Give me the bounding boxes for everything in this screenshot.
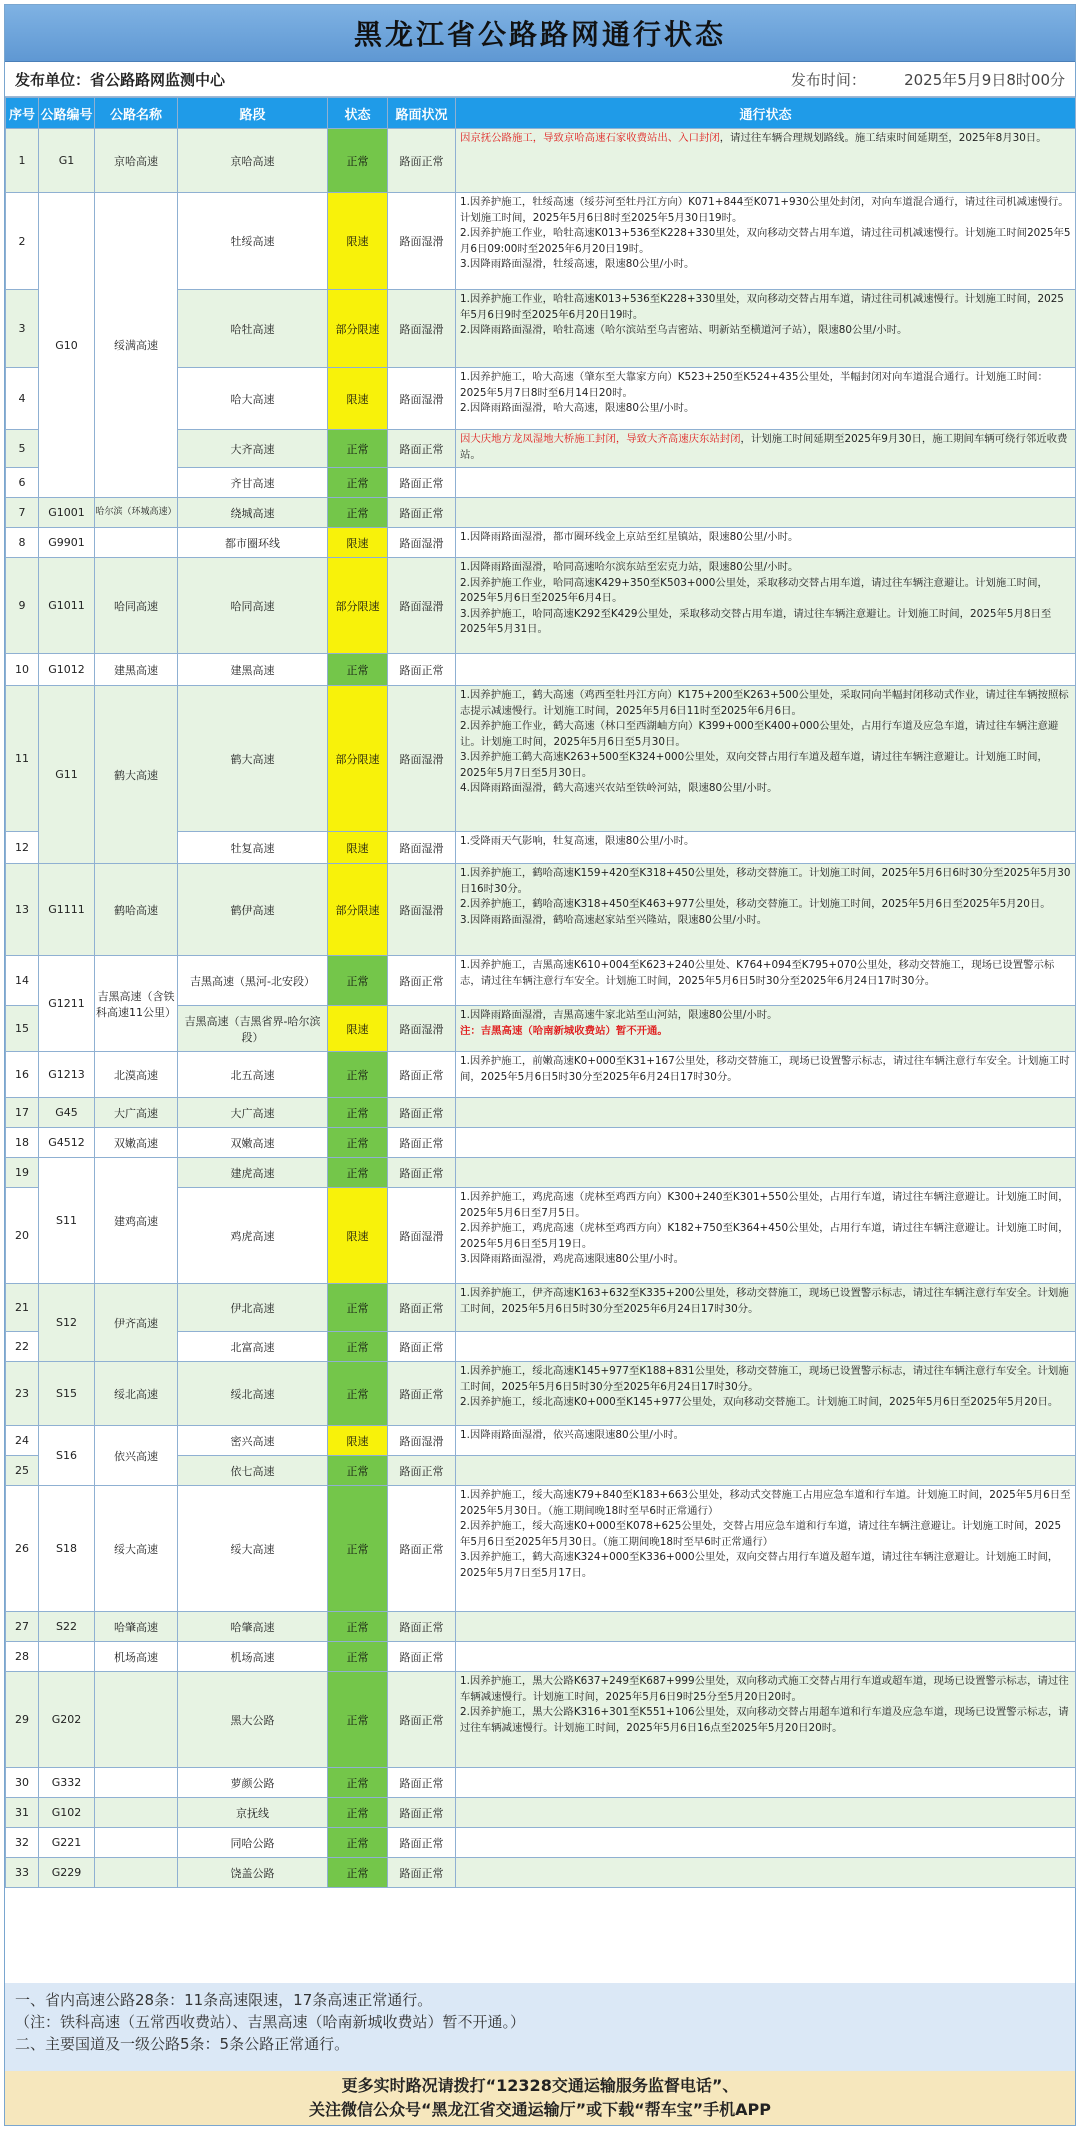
col-header: 状态 bbox=[328, 98, 388, 129]
cell-no: 26 bbox=[6, 1486, 39, 1612]
cell-status: 正常 bbox=[328, 1362, 388, 1426]
cell-detail bbox=[456, 498, 1076, 528]
summary-line: （注：铁科高速（五常西收费站）、吉黑高速（哈南新城收费站）暂不开通。） bbox=[15, 2013, 526, 2031]
cell-no: 17 bbox=[6, 1098, 39, 1128]
cell-name bbox=[95, 1768, 178, 1798]
cell-no: 1 bbox=[6, 129, 39, 193]
cell-name: 鹤哈高速 bbox=[95, 864, 178, 956]
cell-detail: 1.因养护施工，鹤大高速（鸡西至牡丹江方向）K175+200至K263+500公里处，采取同向半幅封闭移动式作业，请过往车辆按照标志提示减速慢行。计划施工时间，2025年5月6日11时至2025年6月6日。 2.因养护施工作业，鹤大高速（林口至西湖岫方向）K399+000至K400+000公里处，占用行车道及应急车道，请过往车辆注意避让。计划施工时间，2025年5月6日至5月30日。 3.因养护施工鹤大高速K263+500至K324+000公里处，双向交替占用行车道及超车道，请过往车辆注意避让。计划施工时间，2025年5月7日至5月30日。 4.因降雨路面湿滑，鹤大高速兴农站至铁岭河站，限速80公里/小时。 bbox=[456, 686, 1076, 832]
cell-segment: 吉黑高速（吉黑省界-哈尔滨段） bbox=[178, 1006, 328, 1052]
cell-code: G332 bbox=[39, 1768, 95, 1798]
cell-status: 正常 bbox=[328, 129, 388, 193]
col-header: 通行状态 bbox=[456, 98, 1076, 129]
cell-segment: 吉黑高速（黑河-北安段） bbox=[178, 956, 328, 1006]
contact-line: 关注微信公众号“黑龙江省交通运输厅”或下载“帮车宝”手机APP bbox=[309, 2100, 771, 2119]
cell-road: 路面正常 bbox=[388, 129, 456, 193]
cell-name: 建鸡高速 bbox=[95, 1158, 178, 1284]
cell-status: 正常 bbox=[328, 498, 388, 528]
cell-segment: 萝颜公路 bbox=[178, 1768, 328, 1798]
cell-no: 16 bbox=[6, 1052, 39, 1098]
cell-segment: 建虎高速 bbox=[178, 1158, 328, 1188]
cell-detail: 1.受降雨天气影响，牡复高速，限速80公里/小时。 bbox=[456, 832, 1076, 864]
cell-road: 路面正常 bbox=[388, 1672, 456, 1768]
cell-segment: 饶盖公路 bbox=[178, 1858, 328, 1888]
cell-no: 29 bbox=[6, 1672, 39, 1768]
cell-code: G45 bbox=[39, 1098, 95, 1128]
cell-code: G9901 bbox=[39, 528, 95, 558]
cell-no: 6 bbox=[6, 468, 39, 498]
table-row bbox=[6, 1052, 1076, 1098]
cell-detail: 1.因养护施工，吉黑高速K610+004至K623+240公里处、K764+094至K795+070公里处，移动交替施工，现场已设置警示标志，请过往车辆注意行车安全。计划施工时间，2025年5月6日5时30分至2025年6月24日17时30分。 bbox=[456, 956, 1076, 1006]
cell-segment: 鹤伊高速 bbox=[178, 864, 328, 956]
cell-road: 路面正常 bbox=[388, 1828, 456, 1858]
cell-road: 路面湿滑 bbox=[388, 368, 456, 430]
cell-segment: 大广高速 bbox=[178, 1098, 328, 1128]
contact-line: 更多实时路况请拨打“12328交通运输服务监督电话”、 bbox=[341, 2076, 739, 2095]
cell-no: 14 bbox=[6, 956, 39, 1006]
cell-no: 27 bbox=[6, 1612, 39, 1642]
cell-code: S11 bbox=[39, 1158, 95, 1284]
table-row bbox=[6, 1612, 1076, 1642]
cell-detail bbox=[456, 1456, 1076, 1486]
cell-code: G11 bbox=[39, 686, 95, 864]
table-row bbox=[6, 1362, 1076, 1426]
cell-status: 正常 bbox=[328, 1858, 388, 1888]
cell-detail bbox=[456, 1098, 1076, 1128]
cell-status: 正常 bbox=[328, 1486, 388, 1612]
cell-name bbox=[95, 1672, 178, 1768]
col-header: 路段 bbox=[178, 98, 328, 129]
cell-road: 路面湿滑 bbox=[388, 1006, 456, 1052]
cell-status: 正常 bbox=[328, 468, 388, 498]
cell-detail: 1.因养护施工，牡绥高速（绥芬河至牡丹江方向）K071+844至K071+930公里处封闭，对向车道混合通行，请过往司机减速慢行。计划施工时间，2025年5月6日8时至2025年5月30日19时。 2.因养护施工作业，哈牡高速K013+536至K228+330里处，双向移动交替占用车道，请过往司机减速慢行。计划施工时间2025年5月6日09:00时至2025年6月20日19时。 3.因降雨路面湿滑，牡绥高速，限速80公里/小时。 bbox=[456, 193, 1076, 290]
cell-no: 4 bbox=[6, 368, 39, 430]
cell-code: G10 bbox=[39, 193, 95, 498]
table-row bbox=[6, 654, 1076, 686]
cell-segment: 黑大公路 bbox=[178, 1672, 328, 1768]
table-row bbox=[6, 1284, 1076, 1332]
notice-text: ，请过往车辆合理规划路线。施工结束时间延期至，2025年8月30日。 bbox=[719, 132, 1047, 144]
cell-segment: 鹤大高速 bbox=[178, 686, 328, 832]
cell-name: 哈肇高速 bbox=[95, 1612, 178, 1642]
cell-road: 路面正常 bbox=[388, 1768, 456, 1798]
cell-road: 路面正常 bbox=[388, 1098, 456, 1128]
cell-detail bbox=[456, 1768, 1076, 1798]
cell-no: 33 bbox=[6, 1858, 39, 1888]
table-header bbox=[6, 98, 1076, 129]
cell-no: 21 bbox=[6, 1284, 39, 1332]
cell-no: 28 bbox=[6, 1642, 39, 1672]
cell-segment: 京哈高速 bbox=[178, 129, 328, 193]
cell-segment: 牡绥高速 bbox=[178, 193, 328, 290]
cell-road: 路面正常 bbox=[388, 1612, 456, 1642]
cell-no: 11 bbox=[6, 686, 39, 832]
publish-time-wrap bbox=[791, 69, 1065, 90]
page bbox=[4, 4, 1076, 2126]
cell-road: 路面正常 bbox=[388, 1362, 456, 1426]
cell-status: 限速 bbox=[328, 368, 388, 430]
cell-road: 路面正常 bbox=[388, 1456, 456, 1486]
cell-road: 路面正常 bbox=[388, 498, 456, 528]
cell-detail bbox=[456, 1798, 1076, 1828]
col-header: 序号 bbox=[6, 98, 39, 129]
cell-status: 正常 bbox=[328, 1332, 388, 1362]
cell-status: 部分限速 bbox=[328, 686, 388, 832]
cell-status: 正常 bbox=[328, 956, 388, 1006]
cell-name: 北漠高速 bbox=[95, 1052, 178, 1098]
cell-no: 22 bbox=[6, 1332, 39, 1362]
notice-text: 1.因降雨路面湿滑，吉黑高速牛家北站至山河站，限速80公里/小时。 bbox=[460, 1009, 778, 1021]
traffic-table bbox=[5, 97, 1076, 1888]
cell-status: 正常 bbox=[328, 1672, 388, 1768]
table-row bbox=[6, 1098, 1076, 1128]
cell-code: G202 bbox=[39, 1672, 95, 1768]
cell-road: 路面湿滑 bbox=[388, 193, 456, 290]
cell-segment: 哈同高速 bbox=[178, 558, 328, 654]
cell-no: 32 bbox=[6, 1828, 39, 1858]
cell-status: 部分限速 bbox=[328, 864, 388, 956]
cell-name: 双嫩高速 bbox=[95, 1128, 178, 1158]
cell-detail: 1.因养护施工，鹤哈高速K159+420至K318+450公里处，移动交替施工。计划施工时间，2025年5月6日6时30分至2025年5月30日16时30分。 2.因养护施工，鹤哈高速K318+450至K463+977公里处，移动交替施工。计划施工时间，2025年5月6日至2025年5月20日。 3.因降雨路面湿滑，鹤哈高速赵家站至兴隆站，限速80公里/小时。 bbox=[456, 864, 1076, 956]
cell-status: 限速 bbox=[328, 1006, 388, 1052]
cell-status: 限速 bbox=[328, 528, 388, 558]
table-row bbox=[6, 686, 1076, 832]
cell-name: 绥满高速 bbox=[95, 193, 178, 498]
cell-no: 5 bbox=[6, 430, 39, 468]
publish-bar bbox=[5, 62, 1075, 97]
cell-segment: 哈大高速 bbox=[178, 368, 328, 430]
cell-segment: 牡复高速 bbox=[178, 832, 328, 864]
cell-name: 绥北高速 bbox=[95, 1362, 178, 1426]
cell-road: 路面正常 bbox=[388, 956, 456, 1006]
cell-road: 路面正常 bbox=[388, 430, 456, 468]
col-header: 公路编号 bbox=[39, 98, 95, 129]
col-header: 公路名称 bbox=[95, 98, 178, 129]
cell-status: 正常 bbox=[328, 1052, 388, 1098]
cell-road: 路面正常 bbox=[388, 468, 456, 498]
cell-status: 正常 bbox=[328, 1798, 388, 1828]
cell-code: G1111 bbox=[39, 864, 95, 956]
cell-road: 路面正常 bbox=[388, 1798, 456, 1828]
cell-status: 部分限速 bbox=[328, 290, 388, 368]
cell-name: 依兴高速 bbox=[95, 1426, 178, 1486]
cell-road: 路面正常 bbox=[388, 1284, 456, 1332]
cell-name: 鹤大高速 bbox=[95, 686, 178, 864]
cell-code: S16 bbox=[39, 1426, 95, 1486]
cell-segment: 双嫩高速 bbox=[178, 1128, 328, 1158]
cell-road: 路面湿滑 bbox=[388, 528, 456, 558]
cell-detail bbox=[456, 1858, 1076, 1888]
cell-detail: 1.因养护施工，前嫩高速K0+000至K31+167公里处，移动交替施工，现场已设置警示标志，请过往车辆注意行车安全。计划施工时间，2025年5月6日5时30分至2025年6月24日17时30分。 bbox=[456, 1052, 1076, 1098]
cell-road: 路面湿滑 bbox=[388, 832, 456, 864]
cell-status: 正常 bbox=[328, 1128, 388, 1158]
cell-road: 路面湿滑 bbox=[388, 686, 456, 832]
cell-segment: 同哈公路 bbox=[178, 1828, 328, 1858]
cell-no: 25 bbox=[6, 1456, 39, 1486]
cell-status: 正常 bbox=[328, 1284, 388, 1332]
table-row bbox=[6, 1128, 1076, 1158]
table-row bbox=[6, 528, 1076, 558]
cell-detail bbox=[456, 654, 1076, 686]
publish-time: 2025年5月9日8时00分 bbox=[904, 70, 1065, 89]
cell-detail: 1.因养护施工，鸡虎高速（虎林至鸡西方向）K300+240至K301+550公里处，占用行车道，请过往车辆注意避让。计划施工时间，2025年5月6日至7月5日。 2.因养护施工，鸡虎高速（虎林至鸡西方向）K182+750至K364+450公里处，占用行车道，请过往车辆注意避让。计划施工时间，2025年5月6日至5月19日。 3.因降雨路面湿滑，鸡虎高速限速80公里/小时。 bbox=[456, 1188, 1076, 1284]
summary-line: 二、主要国道及一级公路5条：5条公路正常通行。 bbox=[15, 2035, 350, 2053]
cell-code: G1012 bbox=[39, 654, 95, 686]
cell-status: 部分限速 bbox=[328, 558, 388, 654]
notice-red: 注：吉黑高速（哈南新城收费站）暂不开通。 bbox=[460, 1024, 668, 1037]
cell-status: 正常 bbox=[328, 1098, 388, 1128]
cell-code: S12 bbox=[39, 1284, 95, 1362]
cell-segment: 哈肇高速 bbox=[178, 1612, 328, 1642]
cell-road: 路面正常 bbox=[388, 1858, 456, 1888]
cell-detail bbox=[456, 1642, 1076, 1672]
notice-red: 因大庆地方龙凤湿地大桥施工封闭，导致大齐高速庆东站封闭 bbox=[460, 433, 741, 445]
cell-road: 路面正常 bbox=[388, 1158, 456, 1188]
table-row bbox=[6, 558, 1076, 654]
cell-name bbox=[95, 1798, 178, 1828]
summary-note bbox=[5, 1983, 1075, 2071]
cell-no: 8 bbox=[6, 528, 39, 558]
cell-status: 正常 bbox=[328, 654, 388, 686]
cell-status: 限速 bbox=[328, 1426, 388, 1456]
cell-code: S22 bbox=[39, 1612, 95, 1642]
cell-detail: 1.因养护施工，伊齐高速K163+632至K335+200公里处，移动交替施工，现场已设置警示标志，请过往车辆注意行车安全。计划施工时间，2025年5月6日5时30分至2025年6月24日17时30分。 bbox=[456, 1284, 1076, 1332]
cell-segment: 北五高速 bbox=[178, 1052, 328, 1098]
table-row bbox=[6, 1672, 1076, 1768]
cell-name: 绥大高速 bbox=[95, 1486, 178, 1612]
table-row bbox=[6, 956, 1076, 1006]
cell-segment: 大齐高速 bbox=[178, 430, 328, 468]
cell-no: 10 bbox=[6, 654, 39, 686]
cell-no: 7 bbox=[6, 498, 39, 528]
cell-road: 路面正常 bbox=[388, 654, 456, 686]
cell-status: 正常 bbox=[328, 1456, 388, 1486]
cell-no: 12 bbox=[6, 832, 39, 864]
cell-road: 路面正常 bbox=[388, 1052, 456, 1098]
cell-detail bbox=[456, 1828, 1076, 1858]
cell-code: G221 bbox=[39, 1828, 95, 1858]
col-header: 路面状况 bbox=[388, 98, 456, 129]
cell-detail bbox=[456, 129, 1076, 193]
cell-segment: 依七高速 bbox=[178, 1456, 328, 1486]
notice-red: 因京抚公路施工，导致京哈高速石家收费站出、入口封闭 bbox=[460, 132, 720, 144]
cell-segment: 密兴高速 bbox=[178, 1426, 328, 1456]
table-row bbox=[6, 1642, 1076, 1672]
page-title: 黑龙江省公路路网通行状态 bbox=[5, 5, 1075, 62]
cell-segment: 绥北高速 bbox=[178, 1362, 328, 1426]
cell-name: 哈尔滨（环城高速） bbox=[95, 498, 178, 528]
cell-code: G1 bbox=[39, 129, 95, 193]
cell-road: 路面正常 bbox=[388, 1642, 456, 1672]
cell-code: G229 bbox=[39, 1858, 95, 1888]
table-row bbox=[6, 1858, 1076, 1888]
cell-name: 伊齐高速 bbox=[95, 1284, 178, 1362]
cell-road: 路面正常 bbox=[388, 1486, 456, 1612]
cell-status: 正常 bbox=[328, 1768, 388, 1798]
cell-detail bbox=[456, 1128, 1076, 1158]
table-row bbox=[6, 1828, 1076, 1858]
cell-detail: 1.因降雨路面湿滑，哈同高速哈尔滨东站至宏克力站，限速80公里/小时。 2.因养护施工作业，哈同高速K429+350至K503+000公里处，采取移动交替占用车道，请过往车辆注意避让。计划施工时间，2025年5月6日至2025年6月4日。 3.因养护施工，哈同高速K292至K429公里处，采取移动交替占用车道，请过往车辆注意避让。计划施工时间，2025年5月8日至2025年5月31日。 bbox=[456, 558, 1076, 654]
cell-no: 19 bbox=[6, 1158, 39, 1188]
table-row bbox=[6, 193, 1076, 290]
cell-no: 23 bbox=[6, 1362, 39, 1426]
cell-status: 限速 bbox=[328, 832, 388, 864]
cell-status: 限速 bbox=[328, 193, 388, 290]
cell-name bbox=[95, 1828, 178, 1858]
cell-segment: 伊北高速 bbox=[178, 1284, 328, 1332]
cell-road: 路面湿滑 bbox=[388, 1426, 456, 1456]
cell-detail: 1.因降雨路面湿滑，都市圈环线金上京站至红星镇站，限速80公里/小时。 bbox=[456, 528, 1076, 558]
cell-code: G4512 bbox=[39, 1128, 95, 1158]
cell-name: 哈同高速 bbox=[95, 558, 178, 654]
publish-time-label: 发布时间： bbox=[790, 70, 866, 89]
cell-code: G102 bbox=[39, 1798, 95, 1828]
cell-detail: 1.因降雨路面湿滑，依兴高速限速80公里/小时。 bbox=[456, 1426, 1076, 1456]
cell-code: G1213 bbox=[39, 1052, 95, 1098]
cell-code: S18 bbox=[39, 1486, 95, 1612]
cell-code: G1011 bbox=[39, 558, 95, 654]
table-row bbox=[6, 498, 1076, 528]
cell-segment: 绥大高速 bbox=[178, 1486, 328, 1612]
cell-code: S15 bbox=[39, 1362, 95, 1426]
cell-detail: 1.因养护施工，绥大高速K79+840至K183+663公里处，移动式交替施工占用应急车道和行车道。计划施工时间，2025年5月6日至2025年5月30日。（施工期间晚18时至早6时正常通行） 2.因养护施工，绥大高速K0+000至K078+625公里处，交替占用应急车道和行车道，请过往车辆注意避让。计划施工时间，2025年5月6日至2025年5月30日。（施工期间晚18时至早6时正常通行） 3.因养护施工，鹤大高速K324+000至K336+000公里处，双向交替占用行车道及超车道，请过往车辆注意避让。计划施工时间，2025年5月7日至5月17日。 bbox=[456, 1486, 1076, 1612]
cell-road: 路面湿滑 bbox=[388, 290, 456, 368]
cell-name: 建黑高速 bbox=[95, 654, 178, 686]
cell-segment: 京抚线 bbox=[178, 1798, 328, 1828]
cell-detail bbox=[456, 1158, 1076, 1188]
cell-road: 路面正常 bbox=[388, 1128, 456, 1158]
cell-detail bbox=[456, 430, 1076, 468]
cell-name: 吉黑高速（含铁科高速11公里） bbox=[95, 956, 178, 1052]
table-row bbox=[6, 1768, 1076, 1798]
cell-status: 正常 bbox=[328, 1642, 388, 1672]
cell-segment: 都市圈环线 bbox=[178, 528, 328, 558]
cell-name bbox=[95, 528, 178, 558]
cell-no: 15 bbox=[6, 1006, 39, 1052]
cell-detail bbox=[456, 1006, 1076, 1052]
cell-status: 正常 bbox=[328, 430, 388, 468]
cell-status: 正常 bbox=[328, 1828, 388, 1858]
cell-segment: 绕城高速 bbox=[178, 498, 328, 528]
cell-name: 大广高速 bbox=[95, 1098, 178, 1128]
cell-no: 13 bbox=[6, 864, 39, 956]
cell-detail bbox=[456, 468, 1076, 498]
cell-code: G1211 bbox=[39, 956, 95, 1052]
cell-detail bbox=[456, 1612, 1076, 1642]
cell-code: G1001 bbox=[39, 498, 95, 528]
cell-detail: 1.因养护施工，黑大公路K637+249至K687+999公里处，双向移动式施工交替占用行车道或超车道，现场已设置警示标志，请过往车辆减速慢行。计划施工时间，2025年5月6日9时25分至5月20日20时。 2.因养护施工，黑大公路K316+301至K551+106公里处，双向移动交替占用超车道和行车道及应急车道，现场已设置警示标志，请过往车辆减速慢行。计划施工时间，2025年5月6日16点至2025年5月20日20时。 bbox=[456, 1672, 1076, 1768]
cell-segment: 齐甘高速 bbox=[178, 468, 328, 498]
cell-segment: 鸡虎高速 bbox=[178, 1188, 328, 1284]
cell-no: 2 bbox=[6, 193, 39, 290]
cell-segment: 建黑高速 bbox=[178, 654, 328, 686]
cell-segment: 北富高速 bbox=[178, 1332, 328, 1362]
table-row bbox=[6, 1798, 1076, 1828]
table-row bbox=[6, 1426, 1076, 1456]
summary-line: 一、省内高速公路28条：11条高速限速，17条高速正常通行。 bbox=[15, 1991, 433, 2009]
table-row bbox=[6, 1486, 1076, 1612]
cell-road: 路面正常 bbox=[388, 1332, 456, 1362]
cell-segment: 机场高速 bbox=[178, 1642, 328, 1672]
cell-no: 24 bbox=[6, 1426, 39, 1456]
cell-no: 3 bbox=[6, 290, 39, 368]
publisher: 发布单位：省公路路网监测中心 bbox=[15, 70, 226, 89]
cell-no: 9 bbox=[6, 558, 39, 654]
cell-detail: 1.因养护施工，哈大高速（肇东至大靠家方向）K523+250至K524+435公里处，半幅封闭对向车道混合通行。计划施工时间：2025年5月7日8时至6月14日20时。 2.因降雨路面湿滑，哈大高速，限速80公里/小时。 bbox=[456, 368, 1076, 430]
cell-name: 机场高速 bbox=[95, 1642, 178, 1672]
cell-no: 30 bbox=[6, 1768, 39, 1798]
cell-road: 路面湿滑 bbox=[388, 864, 456, 956]
cell-no: 20 bbox=[6, 1188, 39, 1284]
cell-code bbox=[39, 1642, 95, 1672]
cell-road: 路面湿滑 bbox=[388, 1188, 456, 1284]
contact-banner bbox=[5, 2071, 1075, 2125]
cell-segment: 哈牡高速 bbox=[178, 290, 328, 368]
cell-detail bbox=[456, 1332, 1076, 1362]
cell-no: 31 bbox=[6, 1798, 39, 1828]
cell-status: 限速 bbox=[328, 1188, 388, 1284]
cell-name: 京哈高速 bbox=[95, 129, 178, 193]
cell-detail: 1.因养护施工作业，哈牡高速K013+536至K228+330里处，双向移动交替占用车道，请过往司机减速慢行。计划施工时间，2025年5月6日9时至2025年6月20日19时。 2.因降雨路面湿滑，哈牡高速（哈尔滨站至乌吉密站、明新站至横道河子站），限速80公里/小时。 bbox=[456, 290, 1076, 368]
table-row bbox=[6, 864, 1076, 956]
cell-no: 18 bbox=[6, 1128, 39, 1158]
notice-text: ，计划施工时间延期至2025年9月30日，施工期间车辆可绕行邻近收费站。 bbox=[460, 433, 1068, 461]
cell-road: 路面湿滑 bbox=[388, 558, 456, 654]
cell-status: 正常 bbox=[328, 1612, 388, 1642]
table-row bbox=[6, 129, 1076, 193]
cell-name bbox=[95, 1858, 178, 1888]
table-row bbox=[6, 1158, 1076, 1188]
cell-detail: 1.因养护施工，绥北高速K145+977至K188+831公里处，移动交替施工，现场已设置警示标志，请过往车辆注意行车安全。计划施工时间，2025年5月6日5时30分至2025年6月24日17时30分。 2.因养护施工，绥北高速K0+000至K145+977公里处，双向移动交替施工。计划施工时间，2025年5月6日至2025年5月20日。 bbox=[456, 1362, 1076, 1426]
cell-status: 正常 bbox=[328, 1158, 388, 1188]
